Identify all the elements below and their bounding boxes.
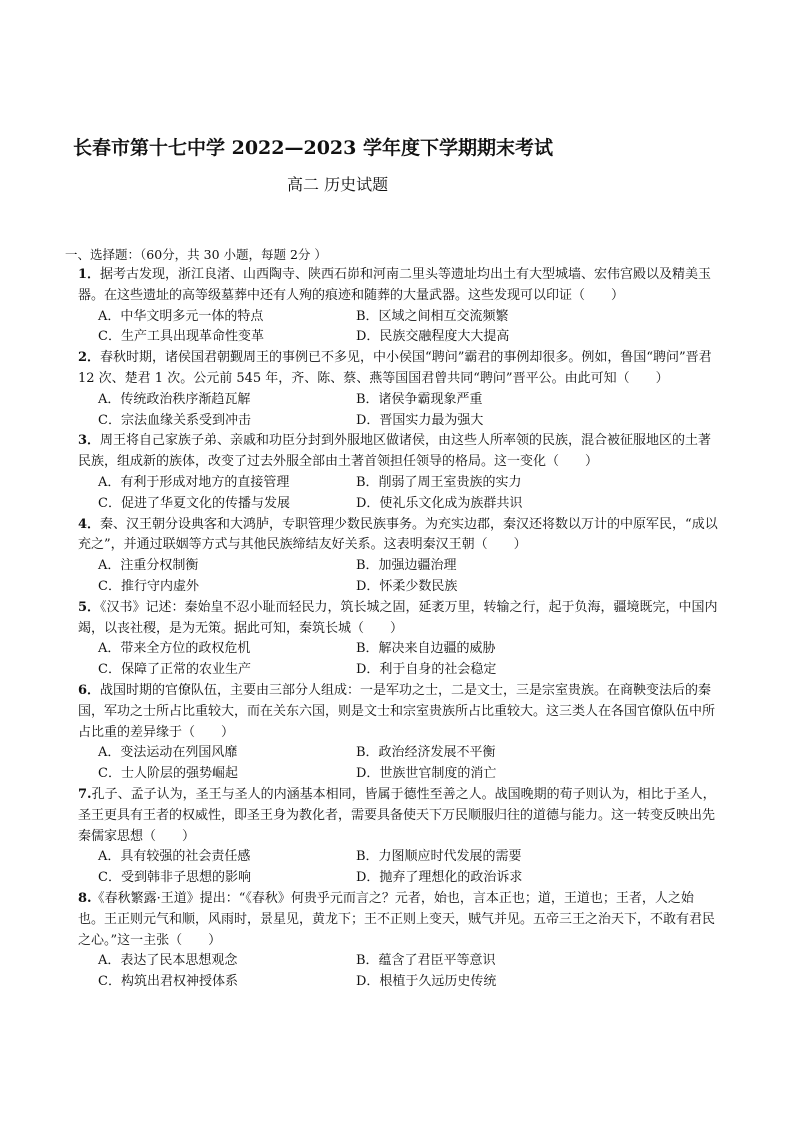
- option-b: B．区域之间相互交流频繁: [356, 308, 509, 324]
- question-number: 7.: [78, 786, 92, 802]
- option-d: D．民族交融程度大大提高: [356, 329, 510, 345]
- question-number: 8.: [78, 890, 92, 906]
- option-a: A．注重分权制衡: [98, 558, 199, 574]
- option-grid: [78, 847, 718, 889]
- question-1: [78, 265, 718, 348]
- option-b: B．力图顺应时代发展的需要: [356, 849, 522, 865]
- option-d: D．利于自身的社会稳定: [356, 662, 497, 678]
- option-a: A．带来全方位的政权危机: [98, 641, 251, 657]
- option-b: B．蕴含了君臣平等意识: [356, 953, 496, 969]
- option-b: B．政治经济发展不平衡: [356, 745, 496, 761]
- option-a: A．变法运动在列国风靡: [98, 745, 238, 761]
- question-text: 秦、汉王朝分设典客和大鸿胪，专职管理少数民族事务。为充实边郡，秦汉还将数以万计的中原军民，“成以充之”，并通过联姻等方式与其他民族缔结友好关系。这表明秦汉王朝（ ）: [78, 516, 718, 553]
- question-number: 1．: [78, 267, 101, 282]
- option-a: A．传统政治秩序渐趋瓦解: [98, 391, 251, 407]
- option-b: B．加强边疆治理: [356, 558, 457, 574]
- exam-title: 长春市第十七中学 2022—2023 学年度下学期期末考试: [73, 137, 553, 159]
- option-c: C．推行守内虚外: [98, 578, 199, 594]
- option-grid: [78, 743, 718, 785]
- option-c: C．士人阶层的强势崛起: [98, 766, 238, 782]
- option-grid: [78, 639, 718, 681]
- question-stem: [78, 598, 718, 640]
- question-3: [78, 431, 718, 514]
- option-d: D．使礼乐文化成为族群共识: [356, 495, 523, 511]
- option-d: D．抛弃了理想化的政治诉求: [356, 870, 523, 886]
- question-number: 6．: [78, 682, 101, 698]
- question-number: 5．: [78, 599, 101, 615]
- question-text: 据考古发现，浙江良渚、山西陶寺、陕西石峁和河南二里头等遗址均出土有大型城墙、宏伟宫殿以及精美玉器。在这些遗址的高等级墓葬中还有人殉的痕迹和随葬的大量武器。这些发现可以印证（ ）: [78, 267, 712, 303]
- option-c: C．生产工具出现革命性变革: [98, 329, 264, 345]
- option-b: B．诸侯争霸现象严重: [356, 391, 483, 407]
- option-a: A．中华文明多元一体的特点: [98, 308, 264, 324]
- question-2: [78, 348, 718, 431]
- option-grid: [78, 473, 718, 515]
- option-grid: [78, 556, 718, 598]
- option-b: B．解决来自边疆的威胁: [356, 641, 496, 657]
- option-d: D．晋国实力最为强大: [356, 412, 484, 428]
- option-grid: [78, 307, 718, 349]
- option-d: D．根植于久远历史传统: [356, 974, 497, 990]
- question-list: [78, 265, 718, 993]
- question-4: [78, 515, 718, 598]
- option-d: D．怀柔少数民族: [356, 578, 458, 594]
- option-a: A．有利于形成对地方的直接管理: [98, 474, 290, 490]
- question-stem: [78, 889, 718, 951]
- question-text: 孔子、孟子认为，圣王与圣人的内涵基本相同，皆属于德性至善之人。战国晚期的荀子则认为，相比于圣人，圣王更具有王者的权威性，即圣王身为教化者，需要具备使天下万民顺服归往的道德与能力。这一转变反映出先秦儒家思想（ ）: [78, 786, 716, 844]
- question-6: [78, 681, 718, 785]
- question-number: 4．: [78, 516, 101, 532]
- question-text: 《汉书》记述：秦始皇不忍小耻而轻民力，筑长城之固，延袤万里，转输之行，起于负海，疆境既完，中国内竭，以丧社稷，是为无策。据此可知，秦筑长城（ ）: [78, 599, 718, 636]
- question-stem: [78, 348, 718, 390]
- option-d: D．世族世官制度的消亡: [356, 766, 497, 782]
- question-stem: [78, 681, 718, 743]
- option-c: C．促进了华夏文化的传播与发展: [98, 495, 290, 511]
- option-a: A．表达了民本思想观念: [98, 953, 238, 969]
- section-heading: 一、选择题：（60分，共 30 小题，每题 2分 ）: [65, 247, 327, 262]
- question-stem: [78, 515, 718, 557]
- question-text: 春秋时期，诸侯国君朝觐周王的事例已不多见，中小侯国“聘问”霸君的事例却很多。例如，鲁国“聘问”晋君 12 次、楚君 1 次。公元前 545 年，齐、陈、蔡、燕等国国君曾共同“聘问”晋平公。由此可知（ ）: [78, 350, 712, 386]
- question-text: 战国时期的官僚队伍，主要由三部分人组成：一是军功之士，二是文士，三是宗室贵族。在商鞅变法后的秦国，军功之士所占比重较大，而在关东六国，则是文士和宗室贵族所占比重较大。这三类人在各国官僚队伍中所占比重的差异缘于（ ）: [78, 682, 716, 740]
- question-stem: [78, 431, 718, 473]
- exam-subtitle: 高二 历史试题: [287, 175, 389, 194]
- option-grid: [78, 951, 718, 993]
- question-8: [78, 889, 718, 993]
- option-c: C．构筑出君权神授体系: [98, 974, 238, 990]
- option-b: B．削弱了周王室贵族的实力: [356, 474, 522, 490]
- question-stem: [78, 785, 718, 847]
- question-7: [78, 785, 718, 889]
- option-a: A．具有较强的社会责任感: [98, 849, 251, 865]
- option-c: C．受到韩非子思想的影响: [98, 870, 251, 886]
- option-grid: [78, 390, 718, 432]
- question-number: 2．: [78, 350, 101, 366]
- question-stem: [78, 265, 718, 307]
- option-c: C．宗法血缘关系受到冲击: [98, 412, 251, 428]
- question-text: 周王将自己家族子弟、亲戚和功臣分封到外服地区做诸侯，由这些人所率领的民族，混合被征服地区的土著民族，组成新的族体，改变了过去外服全部由土著首领担任领导的格局。这一变化（ ）: [78, 433, 712, 470]
- option-c: C．保障了正常的农业生产: [98, 662, 251, 678]
- question-number: 3．: [78, 433, 101, 449]
- question-text: 《春秋繁露·王道》提出：“《春秋》何贵乎元而言之？元者，始也，言本正也；道，王道也；王者，人之始也。王正则元气和顺，风雨时，景星见，黄龙下；王不正则上变天，贼气并见。五帝三王之治天下，不敢有君民之心。”这一主张（ ）: [78, 890, 716, 948]
- question-5: [78, 598, 718, 681]
